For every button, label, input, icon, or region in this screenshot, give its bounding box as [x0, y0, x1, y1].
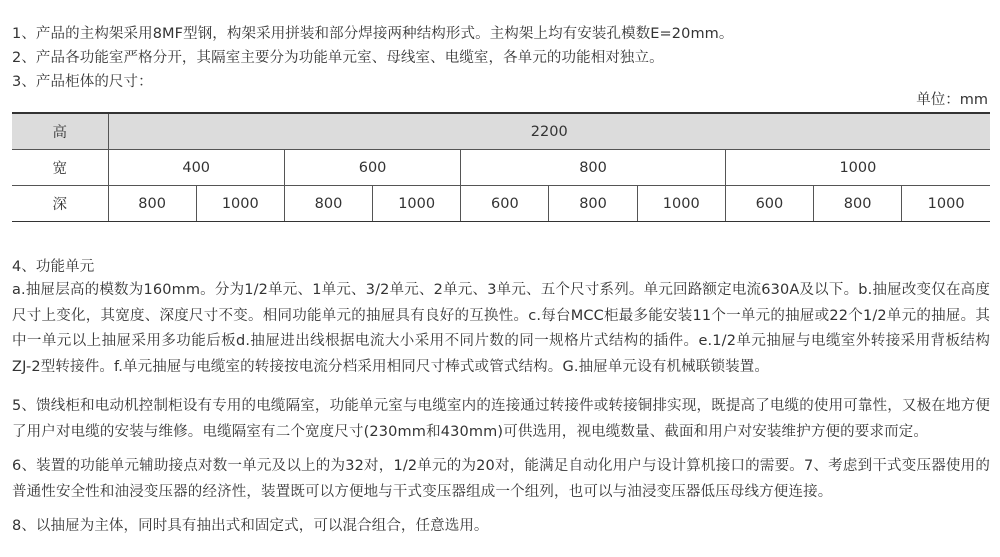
table-row-height — [12, 113, 990, 150]
depth-cell: 800 — [108, 186, 196, 222]
width-label: 宽 — [12, 150, 108, 186]
height-label: 高 — [12, 113, 108, 150]
item-1-text: 1、产品的主构架采用8MF型钢，构架采用拼装和部分焊接两种结构形式。主构架上均有安装孔模数E=20mm。 — [12, 26, 734, 42]
section-5-text: 5、馈线柜和电动机控制柜设有专用的电缆隔室，功能单元室与电缆室内的连接通过转接件或转接铜排实现，既提高了电缆的使用可靠性，又极在地方便了用户对电缆的安装与维修。电缆隔室有二个宽度尺寸(230mm和430mm)可供选用，视电缆数量、截面和用户对安装维护方便的要求而定。 — [12, 398, 990, 440]
table-row-depth — [12, 186, 990, 222]
section-4-body: a.抽屉层高的模数为160mm。分为1/2单元、1单元、3/2单元、2单元、3单元、五个尺寸系列。单元回路额定电流630A及以下。b.抽屉改变仅在高度尺寸上变化，其宽度、深度尺寸不变。相同功能单元的抽屉具有良好的互换性。c.每台MCC柜最多能安装11个一单元的抽屉或22个1/2单元的抽屉。其中一单元以上抽屉采用多功能后板d.抽屉进出线根据电流大小采用不同片数的同一规格片式结构的插件。e.1/2单元抽屉与电缆室外转接采用背板结构ZJ-2型转接件。f.单元抽屉与电缆室的转接按电流分档采用相同尺寸棒式或管式结构。G.抽屉单元设有机械联锁装置。 — [12, 282, 990, 375]
depth-cell: 1000 — [196, 186, 284, 222]
width-cell: 1000 — [725, 150, 990, 186]
depth-cell: 800 — [549, 186, 637, 222]
item-3-text: 3、产品柜体的尺寸： — [12, 74, 153, 90]
depth-cell: 600 — [461, 186, 549, 222]
width-cell: 400 — [108, 150, 284, 186]
section-8-text: 8、以抽屉为主体，同时具有抽出式和固定式，可以混合组合，任意选用。 — [12, 518, 489, 534]
depth-cell: 1000 — [373, 186, 461, 222]
depth-cell: 1000 — [637, 186, 725, 222]
depth-cell: 600 — [725, 186, 813, 222]
width-cell: 600 — [284, 150, 460, 186]
depth-cell: 800 — [284, 186, 372, 222]
table-row-width — [12, 150, 990, 186]
depth-label: 深 — [12, 186, 108, 222]
depth-cell: 800 — [814, 186, 902, 222]
section-6-7-text: 6、装置的功能单元辅助接点对数一单元及以上的为32对，1/2单元的为20对，能满足自动化用户与设计算机接口的需要。7、考虑到干式变压器使用的普通性安全性和油浸变压器的经济性，装置既可以方便地与干式变压器组成一个组列，也可以与油浸变压器低压母线方便连接。 — [12, 458, 990, 500]
width-cell: 800 — [461, 150, 726, 186]
unit-label: 单位：mm — [916, 92, 988, 108]
item-2-text: 2、产品各功能室严格分开，其隔室主要分为功能单元室、母线室、电缆室，各单元的功能相对独立。 — [12, 50, 664, 66]
height-value: 2200 — [108, 113, 990, 150]
depth-cell: 1000 — [902, 186, 990, 222]
cabinet-dimension-table — [12, 112, 990, 222]
section-4-title: 4、功能单元 — [12, 259, 95, 275]
